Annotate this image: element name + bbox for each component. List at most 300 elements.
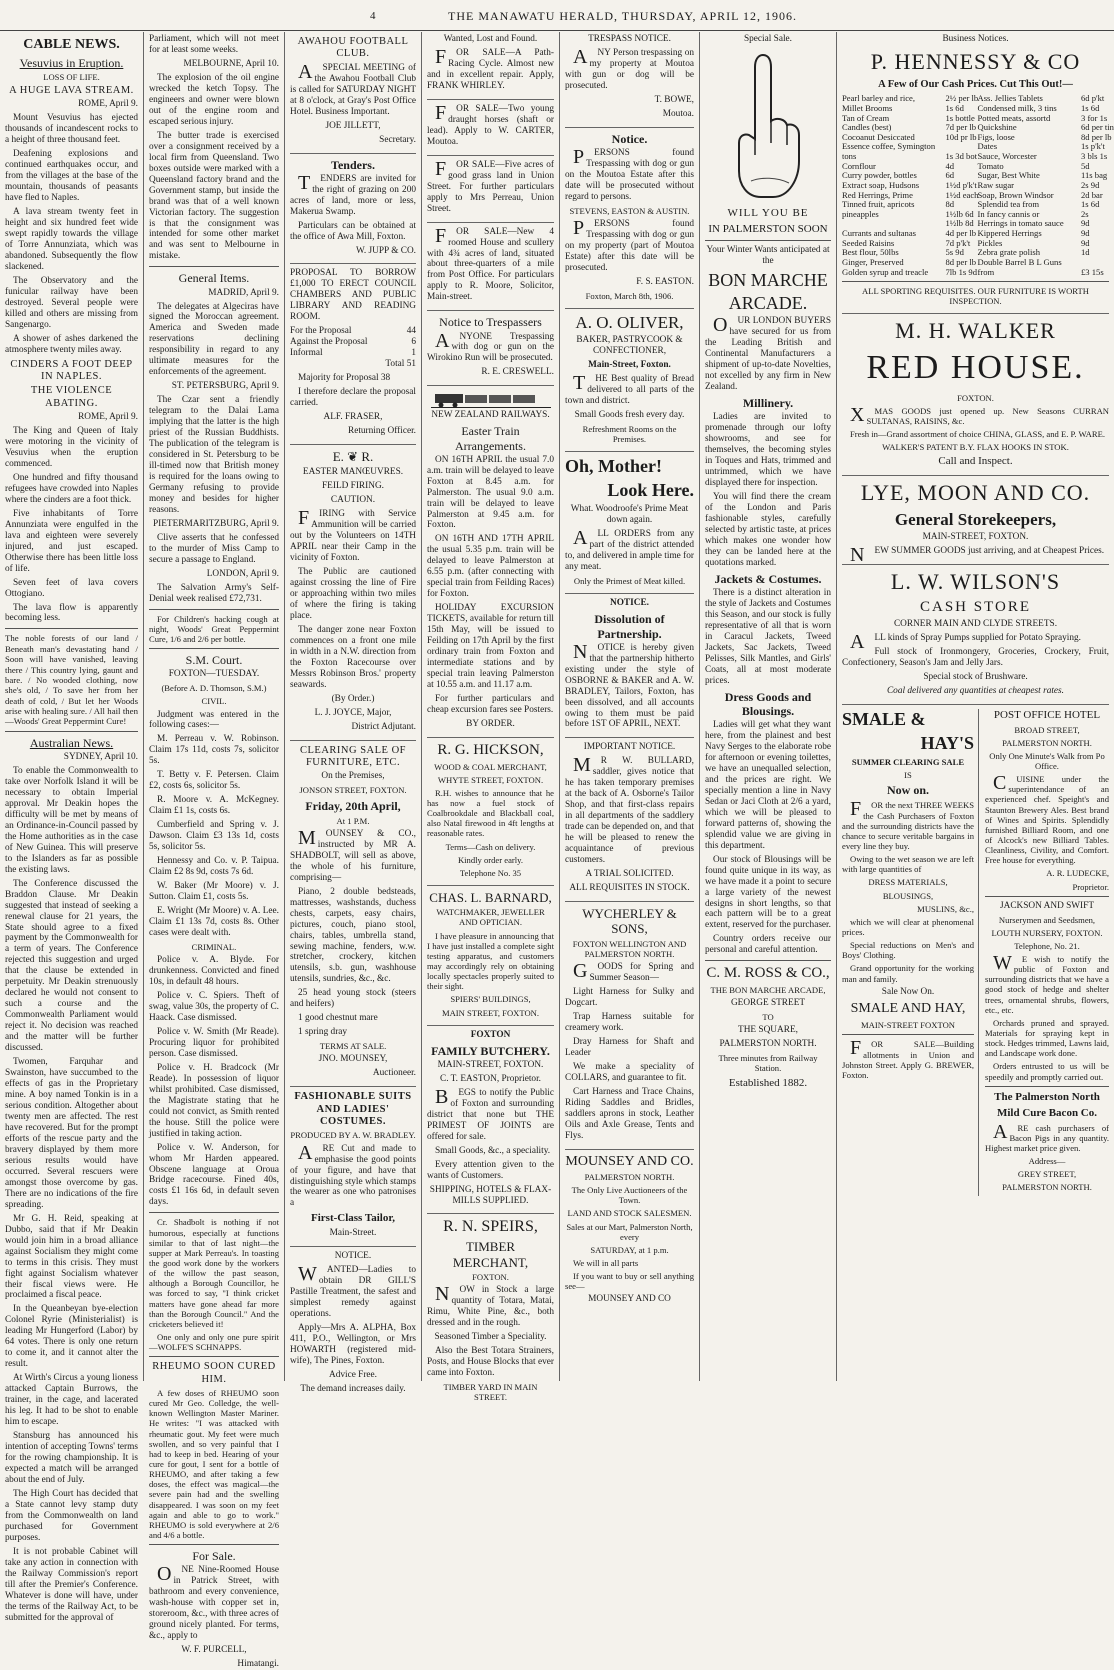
- divider: [149, 648, 279, 649]
- signature: JNO. MOUNSEY,: [318, 1054, 388, 1065]
- price-value: 1s 6d: [1081, 199, 1100, 210]
- price-value: 7lb 1s 9d: [945, 266, 978, 277]
- heading-notice: Notice.: [611, 131, 648, 146]
- heading-arcade: ARCADE.: [728, 293, 808, 314]
- article-paragraph: Judgment was entered in the following cases:—: [149, 709, 279, 731]
- price-item: In fancy cannis or: [977, 208, 1040, 219]
- signature: JOE JILLETT,: [325, 120, 381, 131]
- ad-text: Country orders receive our personal and careful attention.: [705, 934, 831, 956]
- ad-text: Kindly order early.: [457, 854, 524, 865]
- article-paragraph: Police v. W. Smith (Mr Reade). Procuring liquor for prohibited person. Case dismissed.: [149, 1026, 279, 1059]
- article-paragraph: Parliament, which will not meet for at least some weeks.: [149, 34, 279, 55]
- article-paragraph: Cr. Shadbolt is nothing if not humorous, especially at functions similar to that of last night—the supper at Mark Perreau's. In toasting the good work done by the workers of the willow the past season, although a Borough Councillor, he was forced to say, "I think cricket matters have gone ahead far more than the Borough Council." And the cricketers believed it!: [149, 1217, 279, 1329]
- ad-text: The Only Live Auctioneers of the Town.: [571, 1185, 688, 1206]
- divider: [149, 609, 279, 610]
- ad-text: THE Best quality of Bread delivered to all parts of the town and district.: [565, 371, 694, 406]
- classified-ad: FOR SALE—New 4 roomed House and scullery with 4¾ acres of land, situated about three-quarters of a mile from Post Office. For particulars apply to R. Moore, Solicitor, Main-street.: [427, 227, 554, 312]
- article-paragraph: Police v. C. Spiers. Theft of swag, value 30s, the property of C. Haack. Case dismissed.: [149, 990, 279, 1023]
- price-item: Pearl barley and rice,: [842, 93, 916, 104]
- heading-millinery: Millinery.: [742, 396, 794, 411]
- ad-text: FOXTON.: [957, 392, 994, 403]
- divider: [842, 281, 1109, 282]
- price-item: Pickles: [977, 237, 1003, 248]
- price-value: 2½ per lb: [945, 93, 979, 104]
- ad-trespass-bowe: [565, 34, 694, 128]
- ad-text: Coal delivered any quantities at cheapest rates.: [886, 685, 1065, 696]
- price-value: 10d pr lb: [945, 131, 977, 142]
- signature: W. JUPP & CO.: [355, 245, 416, 256]
- ad-text: Ladies are invited to promenade through our lofty showrooms, and see for themselves, the becoming styles in Toques and Hats, trimmed and untrimmed, which we have displayed there for inspection.: [705, 412, 831, 489]
- heading-rheumo: RHEUMO SOON CURED HIM.: [152, 1361, 276, 1385]
- dateline: LONDON, April 9.: [206, 568, 279, 579]
- article-paragraph: Clive asserts that he confessed to the murder of Miss Camp to secure a passage to England.: [149, 532, 279, 565]
- price-list: [842, 93, 1114, 277]
- ad-hickson: [427, 742, 554, 886]
- subhead-lava: A HUGE LAVA STREAM.: [9, 84, 134, 96]
- price-value: 5s 9d: [945, 247, 964, 258]
- price-value: 1s p'k't: [1081, 141, 1105, 152]
- vote-total: Total 51: [385, 359, 416, 370]
- ad-schnapps: One only and only one pure spirit—WOLFE'S SCHNAPPS.: [149, 1331, 279, 1353]
- ad-text: Only One Minute's Walk from Po Office.: [989, 750, 1105, 771]
- ad-text: Refreshment Rooms on the Premises.: [582, 423, 677, 444]
- heading-business-notices: Business Notices.: [942, 34, 1009, 44]
- article-paragraph: Police v. A. Blyde. For drunkenness. Convicted and fined 10s, in default 48 hours.: [149, 955, 279, 987]
- ad-family-butchery: [427, 1030, 554, 1215]
- ad-text: WILL YOU BE: [727, 206, 809, 219]
- heading-bon-marche: BON MARCHE: [708, 269, 828, 290]
- ad-text: We make a speciality of COLLARS, and guarantee to fit.: [565, 1061, 694, 1083]
- article-paragraph: The explosion of the oil engine wrecked the ketch Topsy. The engineers and owner were blown out of the engine room and escaped serious injury.: [149, 72, 279, 127]
- heading-smale-and-hay: SMALE AND HAY,: [850, 1000, 966, 1016]
- article-paragraph: The butter trade is exercised over a consignment received by a local firm from Queensland. Two boxes outside were marked with a Queensland factory brand and the Government stamp, but inside the brand was that of a well known Victorian factory. The suggestion is that the consignment was intended for some other market and was sent to Melbourne in mistake.: [149, 130, 279, 262]
- price-item: Candles (best): [842, 122, 892, 133]
- heading-wanted: Wanted, Lost and Found.: [443, 34, 538, 44]
- heading-lye-moon: LYE, MOON AND CO.: [860, 480, 1091, 506]
- heading-look-here: Look Here.: [607, 480, 694, 501]
- ad-text: FOR SALE—Building allotments in Union and Johnston Street. Apply G. BREWER, Foxton.: [842, 1037, 974, 1080]
- ad-text: You will find there the cream of the London and Paris fashionable styles, carefully selected by artistic taste, at prices which makes one wonder how they can be landed here at the quotations marked.: [705, 492, 831, 568]
- ad-text: FIRING with Service Ammunition will be carried out by the Volunteers on 14TH APRIL near their Camp in the vicinity of Foxton.: [290, 507, 416, 564]
- bottom-ads: [842, 709, 1109, 1196]
- signature: L. J. JOYCE, Major,: [314, 707, 392, 718]
- ad-text: Three minutes from Railway Station.: [718, 1053, 818, 1074]
- article-paragraph: A few doses of RHEUMO soon cured Mr Geo. Colledge, the well-known Wellington Master Mariner. He writes: "I was attacked with rheumatic gout. My feet were much swollen, and so very painful that I had to keep in bed. Hearing of your cure for gout, I sent for a bottle of RHEUMO, and after taking a few doses, the effect was magical—the severe pain had and the swelling disappeared. I was soon on my feet again and able to go to work." RHEUMO is sold everywhere at 2/6 and 4/6 a bottle.: [149, 1387, 279, 1540]
- ad-text: JONSON STREET, FOXTON.: [299, 785, 407, 796]
- heading-railways: NEW ZEALAND RAILWAYS.: [431, 410, 550, 421]
- ad-text: 1 good chestnut mare: [298, 1013, 378, 1024]
- column-3: [285, 32, 422, 1395]
- price-value: 6d per tin: [1081, 122, 1114, 133]
- divider: [705, 960, 831, 961]
- ad-text: Cart Harness and Trace Chains, Riding Saddles and Bridles, saddlers aprons in stock, Leather Oils and Axle Grease, Tents and Flys.: [565, 1086, 694, 1141]
- subhead: EASTER MANŒUVRES.: [302, 467, 404, 478]
- price-value: 9d: [1081, 218, 1090, 229]
- ad-text: Piano, 2 double bedsteads, mattresses, washstands, duchess chests, carpets, easy chairs, pictures, couch, piano stool, chairs, tables, umbrella stand, sewing machine, fenders, w.w. stretcher, crockery, kitchen utensils, s.b. gun, washhouse utensils, sundries, &c., &c.: [290, 886, 416, 985]
- subhead-violence: THE VIOLENCE ABATING.: [30, 385, 113, 409]
- heading-barnard: CHAS. L. BARNARD,: [429, 890, 552, 905]
- heading-jackets: Jackets & Costumes.: [714, 571, 822, 586]
- court-before: (Before A. D. Thomson, S.M.): [161, 683, 267, 694]
- ad-text: Orchards pruned and sprayed. Materials for spraying kept in stock. Hedges trimmed, Lawns laid, and Landscape work done.: [985, 1017, 1109, 1059]
- ad-text: Owing to the wet season we are left with large quantities of: [842, 854, 974, 875]
- subhead-cinders: CINDERS A FOOT DEEP IN NAPLES.: [10, 358, 133, 382]
- price-item: Currants and sultanas: [842, 228, 916, 239]
- article-paragraph: Twomen, Farquhar and Swainston, have succumbed to the effects of gas in the Proprietary mine. A boy named Tonkin is in a serious condition. Altogether about twenty men are affected. The rest have recovered. But for the prompt efforts of the rescue party and the bravery displayed by them more serious results would have occurred. Several rescuers were amongst those overcome by gas. There are no indications of the fire spreading.: [5, 1057, 138, 1210]
- ad-easter-manoeuvres: [290, 449, 416, 741]
- ad-text: Established 1882.: [728, 1076, 808, 1089]
- price-value: 9d: [1081, 228, 1090, 239]
- heading-sm-court: S.M. Court.: [185, 653, 243, 668]
- price-item: Millet Brooms: [842, 102, 893, 113]
- ad-text: If you want to buy or sell anything see—: [565, 1271, 694, 1292]
- ad-text: MAIN-STREET FOXTON: [861, 1020, 955, 1031]
- subhead: CAUTION.: [330, 495, 376, 506]
- ad-text: SUMMER CLEARING SALE: [851, 757, 965, 768]
- ad-bullard: [565, 742, 694, 902]
- ad-text: SHIPPING, HOTELS & FLAX-MILLS SUPPLIED.: [429, 1184, 552, 1206]
- price-item: Ginger, Preserved: [842, 256, 904, 267]
- price-value: 8d: [945, 199, 955, 210]
- ad-text: R.H. wishes to announce that he has now a fuel stock of Coalbrookdale and Blackball coal, also Natal firewood in 4ft lengths at reasonable rates.: [427, 787, 554, 839]
- ad-text: C. T. EASTON, Proprietor.: [440, 1073, 541, 1084]
- price-item: tons: [842, 151, 857, 162]
- price-item: Golden syrup and treacle: [842, 266, 929, 277]
- ad-oliver: [565, 313, 694, 452]
- ad-mounsey: [565, 1154, 694, 1306]
- ad-text: The Public are cautioned against crossing the line of Fire or approaching within two miles of where the firing is taking place.: [290, 567, 416, 621]
- price-value: 4d per lb: [945, 228, 977, 239]
- ad-text: Your Winter Wants anticipated at the: [706, 244, 830, 266]
- price-item: Zebra grate polish: [977, 247, 1041, 258]
- ad-text: Sale Now On.: [881, 986, 935, 997]
- price-value: 1½lb 8d: [945, 218, 974, 229]
- heading-bacon: The Palmerston North: [994, 1090, 1100, 1103]
- heading-trespass: TRESPASS NOTICE.: [588, 34, 671, 44]
- ad-text: ALL kinds of Spray Pumps supplied for Potato Spraying.: [850, 630, 1081, 653]
- ad-wilson: [842, 569, 1109, 704]
- price-value: 1½d each: [945, 189, 979, 200]
- article-paragraph: The Salvation Army's Self-Denial week realised £72,731.: [149, 582, 279, 604]
- ad-text: PALMERSTON NORTH.: [584, 1172, 675, 1183]
- ad-text: Full stock of Ironmongery, Groceries, Crockery, Fruit, Confectionery, Season's Jam and Jelly Jars.: [842, 646, 1109, 668]
- ad-text: Small Goods, &c., a speciality.: [435, 1145, 551, 1156]
- column-1: [0, 32, 144, 1623]
- price-item: Sauce, Worcester: [977, 151, 1037, 162]
- article-paragraph: To enable the Commonwealth to take over Norfolk Island it will be necessary to obtain Imperial approval. Mr Deakin hopes the difficulty will be met by means of an Ordinance-in-Council passed by the Home authorities as in the case of New Guinea. This will preserve to the Islanders as far as possible the existing laws.: [5, 765, 138, 875]
- ad-text: Address—: [1028, 1156, 1066, 1167]
- signature: ALF. FRASER,: [323, 412, 383, 423]
- article-paragraph: It is not probable Cabinet will take any action in connection with the Railway Commission's report till after the Premier's Conference. Whatever is done will have, under the terms of the Railway Act, to be submitted for the approval of: [5, 1546, 138, 1623]
- ad-text: A TRIAL SOLICITED.: [585, 869, 674, 880]
- divider: [5, 628, 138, 629]
- heading-hays: HAY'S: [920, 732, 974, 753]
- price-value: 2s: [1081, 208, 1089, 219]
- article-paragraph: Hennessy and Co. v. P. Taipua. Claim £2 8s 9d, costs 7s 6d.: [149, 856, 279, 878]
- price-item: Potted meats, assortd: [977, 112, 1051, 123]
- price-item: Double Barrel B L Guns: [977, 256, 1062, 267]
- ad-text: We will in all parts: [573, 1258, 639, 1268]
- ad-text: Main-Street, Foxton.: [588, 359, 671, 370]
- signature: R. E. CRESWELL.: [481, 367, 554, 378]
- price-item: Best flour, 50lbs: [842, 247, 899, 258]
- article-paragraph: W. Baker (Mr Moore) v. J. Sutton. Claim £1, costs 5s.: [149, 881, 279, 903]
- price-item: Splendid tea from: [977, 199, 1040, 210]
- heading-for-sale: For Sale.: [192, 1549, 236, 1564]
- divider: [842, 1034, 974, 1035]
- article-paragraph: The Observatory and the funicular railway have been destroyed. Several people were killed and others are missing from Sangenargo.: [5, 275, 138, 330]
- train-icon: [431, 390, 551, 408]
- price-value: 6d p'kt: [1081, 93, 1105, 104]
- ad-text: GREY STREET,: [1017, 1169, 1077, 1180]
- ad-proposal: [290, 268, 416, 445]
- ad-text: A Few of Our Cash Prices. Cut This Out!—: [878, 78, 1073, 90]
- ad-text: HOLIDAY EXCURSION TICKETS, available for return till 15th May, will be issued to Feilding on 17th April by the first ordinary train from Foxton and intermediate stations and by special train leaving Palmerston at 10.55 a.m. and 11.17 a.m.: [427, 603, 554, 691]
- ad-date: Foxton, March 8th, 1906.: [585, 290, 674, 301]
- ad-woodroofe: [565, 456, 694, 594]
- ad-text: WE wish to notify the public of Foxton and surrounding districts that we have a good stock of hedge and shelter trees, ornamental shrubs, flowers, etc., etc.: [985, 952, 1109, 1015]
- ad-text: FOXTON: [470, 1029, 511, 1040]
- article-paragraph: Mr G. H. Reid, speaking at Dubbo, said that if Mr Deakin would join him in a broad alliance against Socialism they might come to terms in this crisis. They must fight against Socialism whatever their fiscal views were. He proclaimed a fiscal peace.: [5, 1213, 138, 1301]
- heading-oh-mother: Oh, Mother!: [565, 455, 662, 476]
- heading-awahou: AWAHOU FOOTBALL CLUB.: [297, 36, 409, 60]
- ad-right-stack: [985, 709, 1109, 1196]
- ad-text: Telephone, No. 21.: [1014, 940, 1080, 951]
- heading-suits: FASHIONABLE SUITS AND LADIES' COSTUMES.: [294, 1091, 412, 1128]
- price-item: pineapples: [842, 208, 879, 219]
- price-value: 1s bottle: [945, 112, 975, 123]
- ad-text: GEORGE STREET: [730, 998, 806, 1009]
- price-item: Sugar, Best White: [977, 170, 1040, 181]
- heading-australian-news: Australian News.: [29, 735, 114, 750]
- ad-text: ALL SPORTING REQUISITES. OUR FURNITURE IS WORTH INSPECTION.: [862, 286, 1089, 307]
- ad-text: BEGS to notify the Public of Foxton and surrounding district that none but THE PRIMEST OF JOINTS are offered for sale.: [427, 1085, 554, 1142]
- divider: [149, 1544, 279, 1545]
- heading-notice: NOTICE.: [334, 1251, 372, 1262]
- ad-text: PERSONS found Trespassing with dog or gun on the Moutoa Estate after this date will be prosecuted without regard to persons.: [565, 145, 694, 202]
- divider: [5, 731, 138, 732]
- vote-majority: Majority for Proposal 38: [298, 373, 391, 384]
- article-paragraph: Deafening explosions and continued earthquakes occur, and from the villages at the base of the mountain, thousands of peasants have fled to Naples.: [5, 149, 138, 203]
- article-paragraph: In the Queanbeyan bye-election Colonel Ryrie (Ministerialist) is leading Mr Hungerford (Labor) by 64 votes. There is only one return to come it, and it cannot alter the result.: [5, 1304, 138, 1370]
- ad-text: LOUTH NURSERY, FOXTON.: [991, 927, 1103, 938]
- ad-text: TIMBER YARD IN MAIN STREET.: [443, 1381, 538, 1403]
- classified-ad: FOR SALE—Five acres of good grass land in Union Street. For further particulars apply to Mrs Perreau, Union Street.: [427, 160, 554, 223]
- ad-text: ALL REQUISITES IN STOCK.: [569, 883, 690, 894]
- price-value: 9d: [1081, 237, 1090, 248]
- price-value: 3 bls 1s: [1081, 151, 1108, 162]
- divider: [705, 240, 831, 241]
- article-paragraph: Stansburg has announced his intention of accepting Towns' terms for the rowing championship. It is expected a match will be arranged about the end of July.: [5, 1431, 138, 1485]
- civil-label: CIVIL.: [201, 696, 227, 707]
- ad-text: PERSONS found Trespassing with dog or gun on my property (part of Moutoa Estate) after this date will be prosecuted.: [565, 216, 694, 273]
- ad-text: TIMBER MERCHANT,: [452, 1239, 529, 1270]
- price-value: 1½d p'k't: [945, 179, 977, 190]
- order-note: (By Order.): [331, 693, 375, 704]
- ad-text: THE BON MARCHE ARCADE,: [710, 985, 826, 996]
- ad-text: CORNER MAIN AND CLYDE STREETS.: [893, 618, 1058, 629]
- price-item: Tan of Cream: [842, 112, 890, 123]
- heading-butchery: FAMILY BUTCHERY.: [431, 1043, 550, 1058]
- ad-text: XMAS GOODS just opened up. New Seasons CURRAN SULTANAS, RAISINS, &c.: [850, 403, 1109, 426]
- ad-lye-moon: [842, 480, 1109, 565]
- ad-text: NEW SUMMER GOODS just arriving, and at Cheapest Prices.: [850, 544, 1105, 567]
- price-value: 5d: [1081, 160, 1090, 171]
- heading-wilson: L. W. WILSON'S: [890, 569, 1061, 595]
- dateline: PIETERMARITZBURG, April 9.: [152, 518, 279, 529]
- heading-smale: SMALE &: [842, 708, 926, 729]
- price-item: Seeded Raisins: [842, 237, 895, 248]
- ad-text: 1 spring dray: [298, 1027, 348, 1038]
- heading-oliver: A. O. OLIVER,: [575, 312, 684, 332]
- divider: [985, 896, 1109, 897]
- column-6: [700, 32, 837, 1381]
- ad-text: Telephone No. 35: [459, 867, 522, 878]
- heading-important-notice: IMPORTANT NOTICE.: [583, 742, 676, 753]
- ad-notice-gill: [290, 1251, 416, 1395]
- ad-text: Grand opportunity for the working man and family.: [842, 963, 974, 984]
- ad-text: The danger zone near Foxton commences on a front one mile in width in a N.W. direction from the Foxton Racecourse over Messrs Robinson Bros.' property seawards.: [290, 624, 416, 690]
- ad-clearing-sale: [290, 745, 416, 1088]
- heading-mounsey: MOUNSEY AND CO.: [565, 1153, 694, 1169]
- heading-dress-goods: Dress Goods and Blousings.: [724, 689, 812, 718]
- heading-cash-store: CASH STORE: [920, 599, 1031, 616]
- ad-text: What. Woodroofe's Prime Meat down again.: [570, 504, 689, 526]
- ad-text: TENDERS are invited for the right of grazing on 200 acres of land, more or less, Makerua Swamp.: [290, 171, 416, 217]
- ad-text: ANYONE Trespassing with dog or gun on the Wirokino Run will be prosecuted.: [427, 329, 554, 364]
- ad-text: LAND AND STOCK SALESMEN.: [567, 1208, 692, 1219]
- ad-text: First-Class Tailor,: [311, 1212, 395, 1225]
- price-value: 7d p'k't: [945, 237, 971, 248]
- ad-text: NOW in Stock a large quantity of Totara, Matai, Rimu, White Pine, &c., both dressed and in the rough.: [427, 1283, 554, 1329]
- ad-text: Terms—Cash on delivery.: [445, 841, 536, 852]
- price-value: 8d per lb: [945, 256, 977, 267]
- ad-text: SPIERS' BUILDINGS,: [450, 994, 531, 1005]
- signature-title: Proprietor.: [1072, 881, 1109, 892]
- price-item: Herrings in tomato sauce: [977, 218, 1064, 229]
- ad-text: I have pleasure in announcing that I have just installed a complete sight testing apparatus, and customers may accordingly rely on obtaining locally spectacles properly suited to their sight.: [427, 930, 554, 992]
- article-paragraph: Cumberfield and Spring v. J. Dawson. Claim £3 13s 1d, costs 5s, solicitor 5s.: [149, 820, 279, 853]
- divider: [149, 1356, 279, 1357]
- vote-row: Against the Proposal 6: [290, 337, 416, 348]
- ad-text: SATURDAY, at 1 p.m.: [590, 1244, 669, 1255]
- ad-trespassers: [427, 315, 554, 386]
- court-subhead: FOXTON—TUESDAY.: [168, 669, 260, 680]
- ad-text: Small Goods fresh every day.: [574, 409, 685, 420]
- ad-text: ON 16TH AND 17TH APRIL the usual 5.35 p.m. train will be delayed to leave Palmerston at 6.55 p.m. (after connecting with special train from Feilding Races) for Foxton.: [427, 534, 554, 600]
- heading-post-office-hotel: POST OFFICE HOTEL: [993, 708, 1101, 721]
- signature-title: Secretary.: [379, 134, 416, 145]
- price-value: 1s 6d: [945, 102, 964, 113]
- price-value: 4d: [945, 160, 955, 171]
- price-item: Cocoanut Desiccated: [842, 131, 915, 142]
- ad-text: NOTICE is hereby given that the partnership hitherto existing under the style of OSBORNE & BAKER and A. W. BRADLEY, Tailors, Foxton, has been dissolved, and all accounts owing to them must be paid before 1ST OF APRIL, NEXT.: [565, 640, 694, 730]
- article-paragraph: ONE Nine-Roomed House in Patrick Street, with bathroom and every convenience, wash-house with copper set in, storeroom, &c., with three acres of ground nicely planted. For terms, &c., apply to: [149, 1563, 279, 1642]
- ad-text: BLOUSINGS,: [882, 890, 934, 901]
- ad-text: There is a distinct alteration in the style of Jackets and Costumes this Season, and our stock is fully representative of all that is worn in Caracul Jackets, Tweed Jackets, Sac Jackets, Tweed Pelisses, Silk Mantles, and Girls' Coats, all at most moderate prices.: [705, 587, 831, 686]
- price-item: from: [977, 266, 995, 277]
- sale-date: Friday, 20th April,: [305, 798, 401, 813]
- ad-text: OUR LONDON BUYERS have secured for us from the Leading British and Continental Manufacturers a shipment of up-to-date Novelties, not excelled by any firm in New Zealand.: [705, 314, 831, 393]
- ad-text: DRESS MATERIALS,: [868, 877, 948, 888]
- ad-text: Nurserymen and Seedsmen,: [998, 914, 1096, 925]
- ad-speirs: [427, 1218, 554, 1402]
- price-item: Dates: [977, 141, 998, 152]
- newspaper-page: [0, 32, 1114, 1669]
- heading-bacon-co: Mild Cure Bacon Co.: [996, 1106, 1098, 1119]
- ad-text: FOXTON.: [472, 1272, 509, 1283]
- ad-text: ASPECIAL MEETING of the Awahou Football Club is called for SATURDAY NIGHT at 8 o'clock, at Gray's Post Office Hotel. Business Important.: [290, 60, 416, 117]
- article-paragraph: The High Court has decided that a State cannot levy stamp duty from the Commonwealth on land purchased for Government purposes.: [5, 1488, 138, 1543]
- masthead: [0, 0, 1114, 31]
- ad-text: CUISINE under the superintendance of an experienced chef. Speight's and Staunton Brewery Ales. Best brand of Wines and Spirits. Splendidly furnished Billiard Room, and one of Alcock's new Billiard Tables. Cleanliness, Civility, and Comfort. Free house for everything.: [985, 772, 1109, 866]
- heading-general-items: General Items.: [178, 271, 250, 286]
- signature: MOUNSEY AND CO: [588, 1294, 671, 1305]
- royal-cipher: E. ❦ R.: [332, 449, 374, 465]
- heading-easter-trains: Easter Train Arrangements.: [455, 424, 526, 453]
- ad-text: BAKER, PASTRYCOOK & CONFECTIONER,: [576, 334, 683, 356]
- page-number: 4: [370, 10, 376, 22]
- ad-text: WHYTE STREET, FOXTON.: [437, 774, 544, 785]
- price-item: Ass. Jellies Tablets: [977, 93, 1043, 104]
- ad-cough: For Children's hacking cough at night, Woods' Great Peppermint Cure, 1/6 and 2/6 per bottle.: [149, 613, 279, 644]
- verse-ad: The noble forests of our land / Beneath man's devastating hand / Soon will have vanished, leaving there / This country lying, gaunt and bare. / No wooded clothing, now she's old, / To save her from her death of cold, / But let her Woods arise with healing sure. / All hail then—Woods' Great Peppermint Cure!: [5, 633, 138, 727]
- ad-text: Apply—Mrs A. ALPHA, Box 411, P.O., Wellington, or Mrs HOWARTH (registered mid-wife), The Pines, Foxton.: [290, 1323, 416, 1367]
- price-value: 8d per lb: [1081, 131, 1112, 142]
- article-paragraph: The lava flow is apparently becoming less.: [5, 602, 138, 624]
- heading-trespassers: Notice to Trespassers: [439, 315, 542, 330]
- ad-text: THE SQUARE,: [738, 1025, 798, 1036]
- order-note: BY ORDER.: [466, 718, 515, 729]
- terms: TERMS AT SALE.: [319, 1041, 387, 1052]
- ad-text: PALMERSTON NORTH.: [1002, 1182, 1092, 1193]
- proposal-heading: PROPOSAL TO BORROW £1,000 TO ERECT COUNCIL CHAMBERS AND PUBLIC LIBRARY AND READING ROOM.: [290, 268, 416, 323]
- signature-place: Himatangi.: [237, 1658, 279, 1669]
- divider: [149, 266, 279, 267]
- article-paragraph: Five inhabitants of Torre Annunziata were engulfed in the lava and eighteen were severely injured, and just escaped. Otherwise there has been little loss of life.: [5, 508, 138, 574]
- ad-text: MAIN-STREET, FOXTON.: [922, 532, 1029, 543]
- ad-tenders: [290, 158, 416, 265]
- signature: T. BOWE,: [654, 94, 694, 105]
- sale-time: At 1 P.M.: [336, 815, 370, 826]
- price-item: Condensed milk, 3 tins: [977, 102, 1057, 113]
- ad-text: On the Premises,: [321, 771, 385, 782]
- heading-tenders: Tenders.: [331, 157, 375, 172]
- ad-text: MOUNSEY & CO., instructed by MR A. SHADBOLT, will sell as above, the whole of his furniture, comprising—: [290, 826, 416, 883]
- ad-text: which we will clear at phenomenal prices.: [842, 916, 974, 938]
- ad-text: 25 head young stock (steers and heifers): [290, 988, 416, 1010]
- vote-row: For the Proposal 44: [290, 326, 416, 337]
- ad-text: Special reductions on Men's and Boys' Clothing.: [842, 940, 974, 961]
- heading-special-sale: Special Sale.: [743, 34, 793, 44]
- ad-text: Light Harness for Sulky and Dogcart.: [565, 986, 694, 1008]
- price-item: Kippered Herrings: [977, 228, 1042, 239]
- ad-text: Main-Street.: [329, 1228, 377, 1239]
- price-value: 1s 3d bot: [945, 151, 978, 162]
- heading-vesuvius: Vesuvius in Eruption.: [19, 55, 124, 70]
- article-paragraph: The Czar sent a friendly telegram to the Dalai Lama implying that the latter is the high priest of the Russian Buddhists. The publication of the telegram is considered in St. Petersburg to be ill-timed now that British money is required for the loans owing to Germany refusing to provide money and besides for higher reasons.: [149, 395, 279, 515]
- article-paragraph: E. Wright (Mr Moore) v. A. Lee. Claim £1 13s 7d, costs 8s. Other cases were dealt with.: [149, 906, 279, 938]
- heading-dissolution: Dissolution of Partnership.: [594, 612, 665, 641]
- ad-text: PRODUCED BY A. W. BRADLEY.: [290, 1130, 416, 1141]
- classified-ad: FOR SALE—A Path-Racing Cycle. Almost new and in excellent repair. Apply, FRANK WHIRLEY.: [427, 48, 554, 100]
- ad-text: PALMERSTON NORTH.: [719, 1039, 817, 1050]
- article-paragraph: The delegates at Algeciras have signed the Moroccan agreement. America and Sweden made reservations declining responsibility in regard to any ultimate measures for the enforcements of the agreement.: [149, 301, 279, 378]
- heading-cable-news: CABLE NEWS.: [23, 37, 120, 52]
- heading-speirs: R. N. SPEIRS,: [443, 1218, 538, 1236]
- dateline: MADRID, April 9.: [208, 287, 279, 298]
- signature-title: Returning Officer.: [348, 426, 416, 437]
